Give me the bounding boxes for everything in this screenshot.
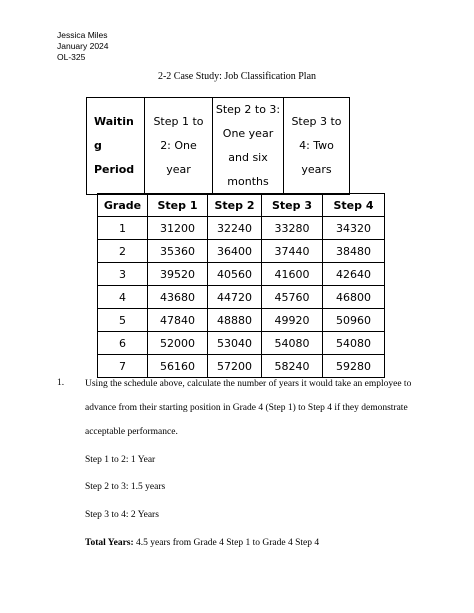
salary-cell: 57200 <box>208 355 262 378</box>
salary-cell: 59280 <box>323 355 385 378</box>
waiting-step-1-to-2: Step 1 to 2: One year <box>145 98 213 195</box>
column-header-step-4: Step 4 <box>323 194 385 217</box>
question-line-2: advance from their starting position in Grade 4 (Step 1) to Step 4 if they demonstrate <box>85 403 408 413</box>
salary-cell: 54080 <box>323 332 385 355</box>
answer-step-2-to-3: Step 2 to 3: 1.5 years <box>85 482 166 492</box>
waiting-step-3-to-4: Step 3 to 4: Two years <box>284 98 350 195</box>
author-name: Jessica Miles <box>57 30 108 40</box>
salary-cell: 40560 <box>208 263 262 286</box>
salary-cell: 46800 <box>323 286 385 309</box>
grade-cell: 6 <box>98 332 148 355</box>
salary-cell: 35360 <box>148 240 208 263</box>
grade-cell: 5 <box>98 309 148 332</box>
total-years-label: Total Years: <box>85 538 134 548</box>
salary-cell: 31200 <box>148 217 208 240</box>
table-row <box>98 332 385 355</box>
document-date: January 2024 <box>57 41 109 51</box>
salary-cell: 54080 <box>262 332 323 355</box>
salary-cell: 50960 <box>323 309 385 332</box>
salary-cell: 38480 <box>323 240 385 263</box>
column-header-step-1: Step 1 <box>148 194 208 217</box>
grade-cell: 4 <box>98 286 148 309</box>
question-line-3: acceptable performance. <box>85 427 178 437</box>
salary-cell: 45760 <box>262 286 323 309</box>
waiting-period-table <box>86 97 350 195</box>
salary-cell: 39520 <box>148 263 208 286</box>
salary-cell: 53040 <box>208 332 262 355</box>
column-header-step-3: Step 3 <box>262 194 323 217</box>
total-years-value: 4.5 years from Grade 4 Step 1 to Grade 4 Step 4 <box>133 538 320 548</box>
salary-cell: 42640 <box>323 263 385 286</box>
table-row <box>98 286 385 309</box>
question-number: 1. <box>57 378 65 388</box>
salary-cell: 36400 <box>208 240 262 263</box>
course-code: OL-325 <box>57 52 86 62</box>
salary-cell: 56160 <box>148 355 208 378</box>
grade-cell: 3 <box>98 263 148 286</box>
salary-cell: 33280 <box>262 217 323 240</box>
question-line-1: Using the schedule above, calculate the number of years it would take an employee to <box>85 379 412 389</box>
table-row <box>98 217 385 240</box>
salary-cell: 43680 <box>148 286 208 309</box>
table-row <box>98 240 385 263</box>
grade-cell: 7 <box>98 355 148 378</box>
answer-step-3-to-4: Step 3 to 4: 2 Years <box>85 510 159 520</box>
column-header-grade: Grade <box>98 194 148 217</box>
salary-cell: 48880 <box>208 309 262 332</box>
grade-table-header-row <box>98 194 385 217</box>
salary-cell: 44720 <box>208 286 262 309</box>
grade-cell: 1 <box>98 217 148 240</box>
salary-cell: 37440 <box>262 240 323 263</box>
waiting-step-2-to-3: Step 2 to 3: One year and six months <box>213 98 284 195</box>
salary-cell: 58240 <box>262 355 323 378</box>
salary-cell: 47840 <box>148 309 208 332</box>
table-row <box>98 263 385 286</box>
grade-cell: 2 <box>98 240 148 263</box>
salary-cell: 34320 <box>323 217 385 240</box>
salary-cell: 32240 <box>208 217 262 240</box>
table-row <box>98 309 385 332</box>
waiting-period-label: Waitin g Period <box>87 98 145 195</box>
document-title: 2-2 Case Study: Job Classification Plan <box>157 71 317 82</box>
salary-cell: 52000 <box>148 332 208 355</box>
table-row <box>98 355 385 378</box>
column-header-step-2: Step 2 <box>208 194 262 217</box>
answer-step-1-to-2: Step 1 to 2: 1 Year <box>85 455 156 465</box>
total-years <box>85 537 319 549</box>
salary-grade-table <box>97 193 385 378</box>
salary-cell: 41600 <box>262 263 323 286</box>
salary-cell: 49920 <box>262 309 323 332</box>
